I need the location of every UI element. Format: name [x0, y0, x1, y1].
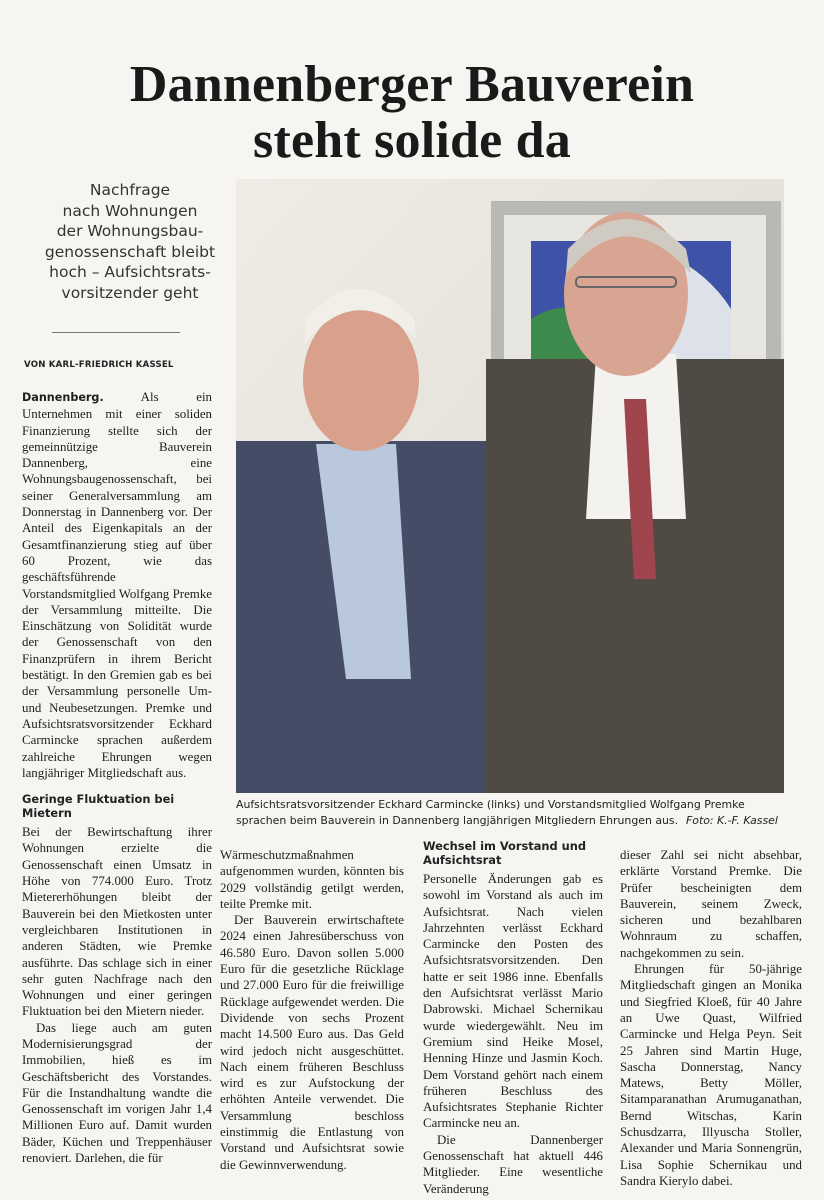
- subheadline: [40, 180, 220, 303]
- subheadline-divider: [52, 332, 180, 333]
- intro-text: Als ein Unternehmen mit einer soliden Finanzierung stellte sich der gemeinnützige Bauverein Dannenberg, eine Wohnungsbaugenossenschaft, bei seiner Generalversammlung am Donnerstag in Dannenberg vor. Der Anteil des Eigenkapitals an der Gesamtfinanzierung stieg auf über 60 Prozent, wie das geschäftsführende Vorstandsmitglied Wolfgang Premke der Versammlung mitteilte. Die Einschätzung von Solidität wurde der Genossenschaft von den Finanzprüfern in ihrem Bericht bestätigt. In den Gremien gab es bei der Versammlung personelle Um- und Neubesetzungen. Premke und Aufsichtsratsvorsitzender Eckhard Carmincke sprachen außerdem zahlreiche Ehrungen wegen langjähriger Mitgliedschaft aus.: [22, 390, 212, 780]
- left-man-face: [303, 307, 419, 451]
- paragraph: dieser Zahl sei nicht absehbar, erklärte Vorstand Premke. Die Prüfer bescheinigten dem Bauverein, seinem Zweck, sicheren und bezahlbaren Wohnraum zu schaffen, nachgekommen zu sein.: [620, 848, 802, 960]
- headline-line-2: steht solide da: [253, 111, 571, 169]
- byline: VON KARL-FRIEDRICH KASSEL: [24, 360, 174, 370]
- headline: [0, 57, 824, 169]
- subheadline-line: nach Wohnungen: [62, 201, 198, 220]
- paragraph: Ehrungen für 50-jährige Mitgliedschaft gingen an Monika und Siegfried Kloeß, für 40 Jahre an Uwe Quast, Wilfried Carmincke und Helga Peyn. Seit 25 Jahren sind Martin Huge, Sascha Donnerstag, Nancy Matews, Betty Möller, Sitamparanathan Arumuganathan, Bernd Witschas, Karin Schusdzarra, Illyuscha Stoller, Alexander und Maria Sonnengrün, Lisa Sophie Schernikau und Sandra Kierylo dabei.: [620, 962, 802, 1188]
- subheadline-line: vorsitzender geht: [61, 283, 199, 302]
- subheadline-line: genossenschaft bleibt: [44, 242, 216, 261]
- caption-text: Aufsichtsratsvorsitzender Eckhard Carmincke (links) und Vorstandsmitglied Wolfgang Premke sprachen beim Bauverein in Dannenberg langjährigen Mitgliedern Ehrungen aus.: [236, 798, 745, 827]
- subheadline-line: hoch – Aufsichtsrats-: [49, 263, 211, 281]
- article-column-4: [620, 847, 802, 1189]
- subheadline-line: Nachfrage: [89, 181, 171, 199]
- photo-illustration: [236, 179, 784, 793]
- section-heading-wechsel: Wechsel im Vorstand und Aufsichtsrat: [423, 839, 587, 867]
- article-column-1: [22, 389, 212, 1166]
- paragraph: Der Bauverein erwirtschaftete 2024 einen Jahresüberschuss von 46.580 Euro. Davon sollen 5.000 Euro für die gesetzliche Rücklage und 27.000 Euro für die freiwillige Rücklage aufgewendet werden. Die Dividende von sechs Prozent macht 14.500 Euro aus. Das Geld wird jedoch nicht ausgeschüttet. Nach einem früheren Beschluss wird es zur Aufstockung der erhöhten Anteile verwendet. Die Versammlung beschloss einstimmig die Entlastung von Vorstand und Aufsichtsrat sowie die Gewinnverwendung.: [220, 913, 404, 1172]
- paragraph: Personelle Änderungen gab es sowohl im Vorstand als auch im Aufsichtsrat. Nach vielen Jahrzehnten verlässt Eckhard Carmincke den Posten des Aufsichtsratsvorsitzenden. Den hatte er seit 1986 inne. Ebenfalls den Aufsichtsrat verlässt Mario Dabrowski. Michael Schernikau wurde wiedergewählt. Neu im Gremium sind Heike Mosel, Henning Hinze und Jasmin Koch. Dem Vorstand gehört nach einem früheren Beschluss des Aufsichtsrates Stephanie Richter Carmincke neu an.: [423, 872, 603, 1131]
- article-column-2: [220, 847, 404, 1173]
- paragraph: Das liege auch am guten Modernisierungsgrad der Immobilien, hieß es im Geschäftsbericht des Vorstandes. Für die Instandhaltung wandte die Genossenschaft im vorigen Jahr 1,4 Millionen Euro auf. Damit wurden Bäder, Küchen und Treppenhäuser renoviert. Darlehen, die für: [22, 1020, 212, 1166]
- section-heading-fluktuation: Geringe Fluktuation bei Mietern: [22, 792, 175, 820]
- paragraph: Die Dannenberger Genossenschaft hat aktuell 446 Mitglieder. Eine wesentliche Veränderung: [423, 1132, 603, 1196]
- photo-credit: Foto: K.-F. Kassel: [686, 814, 778, 827]
- intro-paragraph: [22, 389, 212, 781]
- photo-caption: [236, 797, 796, 829]
- dateline: Dannenberg.: [22, 391, 104, 404]
- article-photo: [236, 179, 784, 793]
- headline-line-1: Dannenberger Bauverein: [129, 55, 695, 113]
- paragraph: Bei der Bewirtschaftung ihrer Wohnungen erzielte die Genossenschaft einen Umsatz in Höhe von 774.000 Euro. Trotz Mietererhöhungen bleibt der Bauverein bei den Mietkosten unter vergleichbaren Institutionen in anderen Städten, wie Premke ausführte. Das schlage sich in einer sehr guten Nachfrage nach den Wohnungen und einer geringen Fluktuation bei den Mietern nieder.: [22, 825, 212, 1019]
- subheadline-line: der Wohnungsbau-: [56, 222, 204, 240]
- article-column-3: [423, 840, 603, 1197]
- paragraph: Wärmeschutzmaßnahmen aufgenommen wurden, könnten bis 2029 vollständig getilgt werden, teilte Premke mit.: [220, 848, 404, 911]
